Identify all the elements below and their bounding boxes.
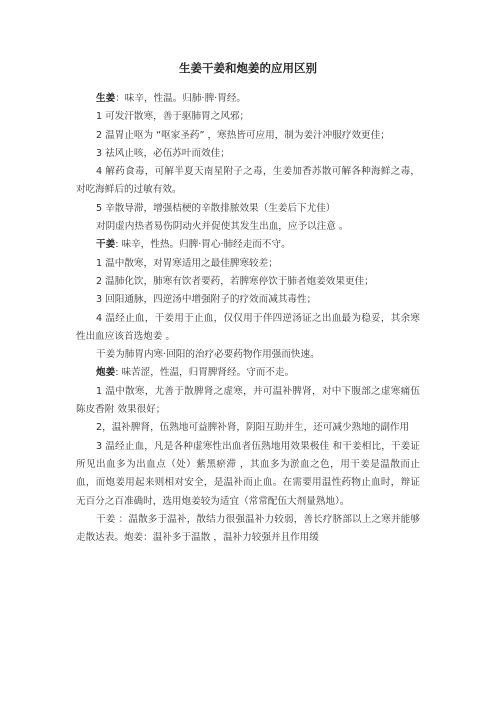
paragraph [76,291,420,309]
paragraph-text: 1 温中散寒，尤善于散脾肾之虚寒，并可温补脾肾，对中下腹部之虚寒痛伍 陈皮香附 效果很好； [76,385,420,416]
paragraph [76,255,420,273]
paragraph-text: ：味辛，性温。归肺·脾·胃经。 [115,93,247,104]
document-body [76,90,420,547]
paragraph-text: 干姜 ：温散多于温补，散结力很强温补力较弱，善长疗脐部以上之寒并能够走散达表。炮姜：温补多于温散 ，温补力较强并且作用缓 [76,513,420,544]
paragraph [76,273,420,291]
paragraph-text: 1 可发汗散寒，善于驱肺胃之风邪； [96,111,250,123]
paragraph [76,310,420,347]
document-title: 生姜干姜和炮姜的应用区别 [179,61,317,75]
paragraph-text: 4 解药食毒，可解半夏天南星附子之毒，生姜加香苏散可解各种海鲜之毒，对吃海鲜后的过敏有效。 [76,166,420,196]
paragraph-text: 1 温中散寒，对胃寒适用之最佳脾寒较差； [96,257,278,269]
paragraph [76,236,420,254]
paragraph-text: 2 温胃止呕为 “呕家圣药” ，寒热皆可应用，制为姜汁冲服疗效更佳； [96,129,390,141]
paragraph [76,383,420,420]
paragraph-text: 3 祛风止咳，必伍苏叶而效佳； [96,147,230,159]
paragraph-heading: 炮姜 [96,367,116,379]
paragraph [76,419,420,437]
paragraph-text: 对阴虚内热者易伤阴动火并促使其发生出血，应予以注意 。 [96,221,349,233]
paragraph-text: 2 温肺化饮，肺寒有饮者要药，若脾寒停饮于肺者炮姜效果更佳； [96,275,374,287]
paragraph-text: 3 回阳通脉，四逆汤中增强附子的疗效而减其毒性； [96,294,317,306]
paragraph-text: : 味苦涩，性温，归胃脾肾经。守而不走。 [115,367,295,379]
paragraph-text: 2，温补脾肾，伍熟地可益脾补肾，阴阳互助并生，还可减少熟地的副作用 [96,422,410,434]
paragraph [76,163,420,200]
paragraph-heading: 生姜 [96,93,116,104]
paragraph [76,145,420,163]
paragraph-text: 3 温经止血，凡是各种虚寒性出血者伍熟地用效果极佳 和干姜相比，干姜证 所见出血多为出血点（处）紫黑瘀滞 ，其血多为淤血之色，用干姜是温散而止血，而炮姜用起来则相对安全，是温补而止血。在需要用温性药物止血时，辩证无百分之百准确时，选用炮姜较为适宜（常常配伍大剂量熟地）。 [76,440,420,507]
paragraph [76,90,420,108]
paragraph [76,511,420,548]
paragraph [76,108,420,126]
paragraph [76,364,420,382]
paragraph [76,127,420,145]
paragraph-text: 5 辛散导滞，增强桔梗的辛散排脓效果（生姜后下尤佳） [96,202,336,214]
paragraph-heading: 干姜 [96,239,116,251]
paragraph [76,218,420,236]
paragraph-text: 4 温经止血，干姜用于止血，仅仅用于伴四逆汤证之出血最为稳妥，其余寒性出血应该首选炮姜 。 [76,312,420,342]
paragraph [76,438,420,511]
paragraph [76,200,420,218]
paragraph-text: 干姜为肺胃内寒·回阳的治疗必要药物作用强而快速。 [96,349,320,361]
paragraph [76,346,420,364]
paragraph-text: : 味辛，性热。归脾·胃心·肺经走而不守。 [115,239,291,251]
